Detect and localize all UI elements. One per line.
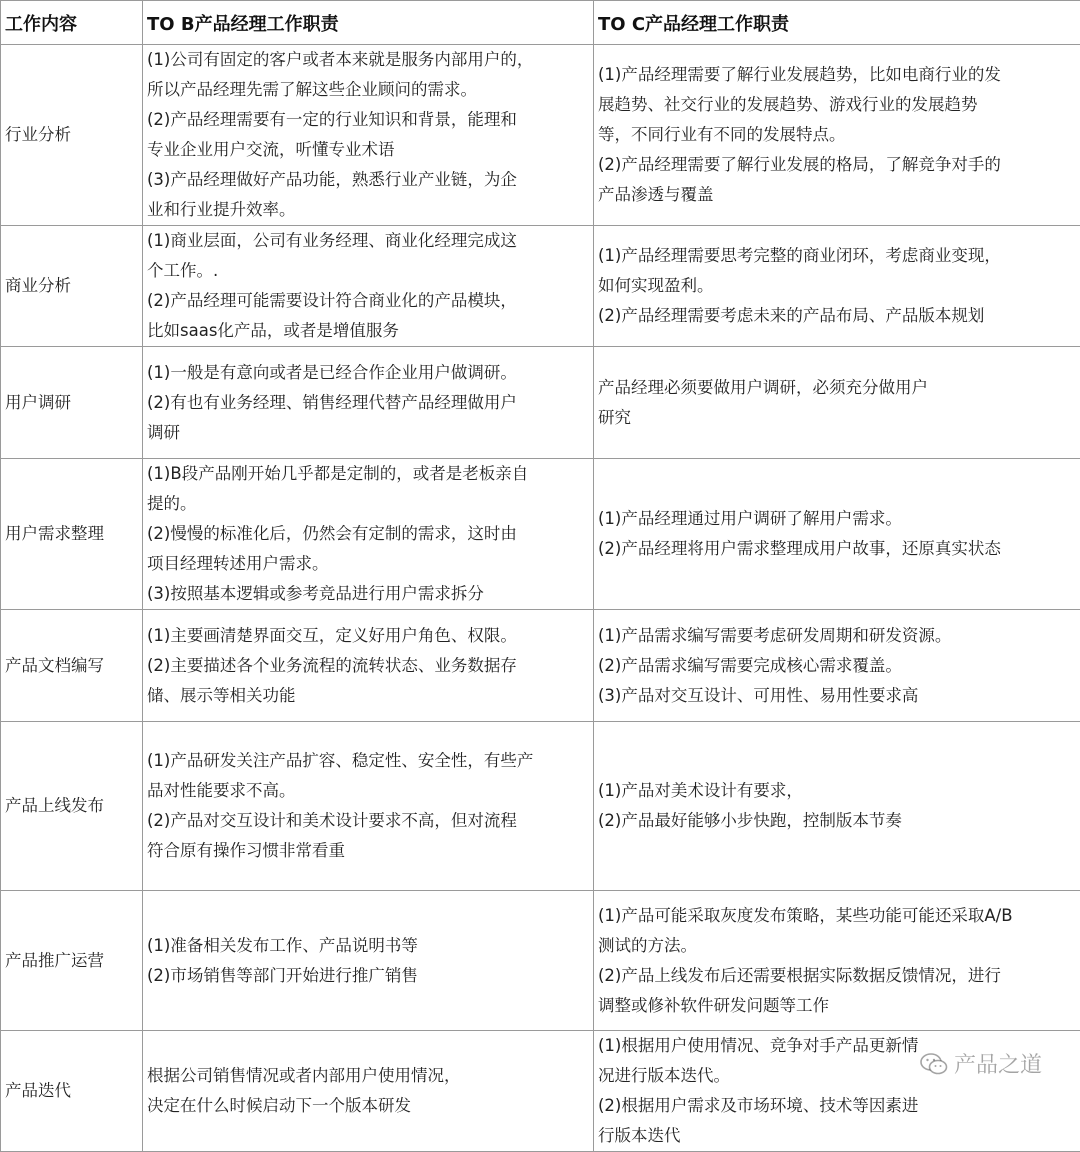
cell-line: 品对性能要求不高。 — [147, 776, 589, 806]
cell-line: 个工作。. — [147, 256, 589, 286]
cell-line: 储、展示等相关功能 — [147, 681, 589, 711]
cell-line: 展趋势、社交行业的发展趋势、游戏行业的发展趋势 — [598, 90, 1076, 120]
cell-line: 研究 — [598, 403, 1076, 433]
cell-line: 业和行业提升效率。 — [147, 195, 589, 225]
cell-line: 况进行版本迭代。 — [598, 1061, 1076, 1091]
cell-line: (2)产品经理需要有一定的行业知识和背景，能理和 — [147, 105, 589, 135]
cell-toc — [594, 347, 1080, 459]
cell-line: (2)产品经理可能需要设计符合商业化的产品模块， — [147, 286, 589, 316]
cell-tob — [143, 722, 594, 891]
cell-toc — [594, 459, 1080, 610]
table-row — [1, 347, 1080, 459]
row-category: 用户调研 — [1, 347, 143, 459]
row-category: 产品迭代 — [1, 1031, 143, 1152]
cell-line: (2)产品最好能够小步快跑，控制版本节奏 — [598, 806, 1076, 836]
cell-line: 符合原有操作习惯非常看重 — [147, 836, 589, 866]
row-category: 行业分析 — [1, 45, 143, 226]
cell-line: (1)产品经理通过用户调研了解用户需求。 — [598, 504, 1076, 534]
cell-tob — [143, 459, 594, 610]
cell-tob — [143, 891, 594, 1031]
table-row — [1, 226, 1080, 347]
header-toc: TO C产品经理工作职责 — [594, 1, 1080, 45]
cell-toc — [594, 891, 1080, 1031]
cell-line: (2)有也有业务经理、销售经理代替产品经理做用户 — [147, 388, 589, 418]
cell-line: 提的。 — [147, 489, 589, 519]
cell-line: (1)产品经理需要思考完整的商业闭环，考虑商业变现， — [598, 241, 1076, 271]
cell-tob — [143, 347, 594, 459]
table-row — [1, 610, 1080, 722]
cell-line: (1)商业层面，公司有业务经理、商业化经理完成这 — [147, 226, 589, 256]
row-category: 产品上线发布 — [1, 722, 143, 891]
cell-line: 项目经理转述用户需求。 — [147, 549, 589, 579]
cell-line: 如何实现盈利。 — [598, 271, 1076, 301]
cell-line: (2)产品对交互设计和美术设计要求不高，但对流程 — [147, 806, 589, 836]
cell-line: 行版本迭代 — [598, 1121, 1076, 1151]
row-category: 商业分析 — [1, 226, 143, 347]
cell-line: (2)产品经理需要了解行业发展的格局，了解竞争对手的 — [598, 150, 1076, 180]
cell-line: (1)产品经理需要了解行业发展趋势，比如电商行业的发 — [598, 60, 1076, 90]
cell-line: 比如saas化产品，或者是增值服务 — [147, 316, 589, 346]
cell-line: 调研 — [147, 418, 589, 448]
cell-toc — [594, 45, 1080, 226]
cell-line: (3)产品对交互设计、可用性、易用性要求高 — [598, 681, 1076, 711]
cell-line: (2)产品需求编写需要完成核心需求覆盖。 — [598, 651, 1076, 681]
table-row — [1, 1031, 1080, 1152]
cell-line: (1)准备相关发布工作、产品说明书等 — [147, 931, 589, 961]
cell-line: (2)主要描述各个业务流程的流转状态、业务数据存 — [147, 651, 589, 681]
header-row — [1, 1, 1080, 45]
table-row — [1, 459, 1080, 610]
header-category: 工作内容 — [1, 1, 143, 45]
watermark — [920, 1048, 1042, 1079]
table-row — [1, 891, 1080, 1031]
row-category: 用户需求整理 — [1, 459, 143, 610]
cell-line: (1)一般是有意向或者是已经合作企业用户做调研。 — [147, 358, 589, 388]
cell-line: (2)产品经理将用户需求整理成用户故事，还原真实状态 — [598, 534, 1076, 564]
cell-line: 专业企业用户交流，听懂专业术语 — [147, 135, 589, 165]
cell-tob — [143, 1031, 594, 1152]
cell-line: (1)产品需求编写需要考虑研发周期和研发资源。 — [598, 621, 1076, 651]
cell-line: 等，不同行业有不同的发展特点。 — [598, 120, 1076, 150]
cell-line: 决定在什么时候启动下一个版本研发 — [147, 1091, 589, 1121]
cell-line: (2)根据用户需求及市场环境、技术等因素进 — [598, 1091, 1076, 1121]
cell-toc — [594, 722, 1080, 891]
cell-tob — [143, 45, 594, 226]
cell-line: (2)产品上线发布后还需要根据实际数据反馈情况，进行 — [598, 961, 1076, 991]
cell-line: (1)产品研发关注产品扩容、稳定性、安全性，有些产 — [147, 746, 589, 776]
cell-line: (1)产品可能采取灰度发布策略，某些功能可能还采取A/B — [598, 901, 1076, 931]
cell-line: (1)主要画清楚界面交互，定义好用户角色、权限。 — [147, 621, 589, 651]
table-row — [1, 45, 1080, 226]
cell-line: 产品经理必须要做用户调研，必须充分做用户 — [598, 373, 1076, 403]
row-category: 产品推广运营 — [1, 891, 143, 1031]
cell-tob — [143, 226, 594, 347]
cell-line: (2)慢慢的标准化后，仍然会有定制的需求，这时由 — [147, 519, 589, 549]
cell-tob — [143, 610, 594, 722]
cell-line: 所以产品经理先需了解这些企业顾问的需求。 — [147, 75, 589, 105]
cell-line: (1)B段产品刚开始几乎都是定制的，或者是老板亲自 — [147, 459, 589, 489]
cell-line: (1)根据用户使用情况、竞争对手产品更新情 — [598, 1031, 1076, 1061]
wechat-icon — [920, 1052, 948, 1076]
cell-line: (2)市场销售等部门开始进行推广销售 — [147, 961, 589, 991]
cell-line: (3)按照基本逻辑或参考竞品进行用户需求拆分 — [147, 579, 589, 609]
cell-line: (2)产品经理需要考虑未来的产品布局、产品版本规划 — [598, 301, 1076, 331]
cell-line: 产品渗透与覆盖 — [598, 180, 1076, 210]
cell-toc — [594, 610, 1080, 722]
cell-line: 根据公司销售情况或者内部用户使用情况， — [147, 1061, 589, 1091]
table-row — [1, 722, 1080, 891]
cell-line: (1)公司有固定的客户或者本来就是服务内部用户的， — [147, 45, 589, 75]
cell-line: 测试的方法。 — [598, 931, 1076, 961]
header-tob: TO B产品经理工作职责 — [143, 1, 594, 45]
cell-toc — [594, 226, 1080, 347]
cell-line: (1)产品对美术设计有要求， — [598, 776, 1076, 806]
watermark-text: 产品之道 — [954, 1048, 1042, 1079]
cell-line: 调整或修补软件研发问题等工作 — [598, 991, 1076, 1021]
cell-line: (3)产品经理做好产品功能，熟悉行业产业链，为企 — [147, 165, 589, 195]
row-category: 产品文档编写 — [1, 610, 143, 722]
